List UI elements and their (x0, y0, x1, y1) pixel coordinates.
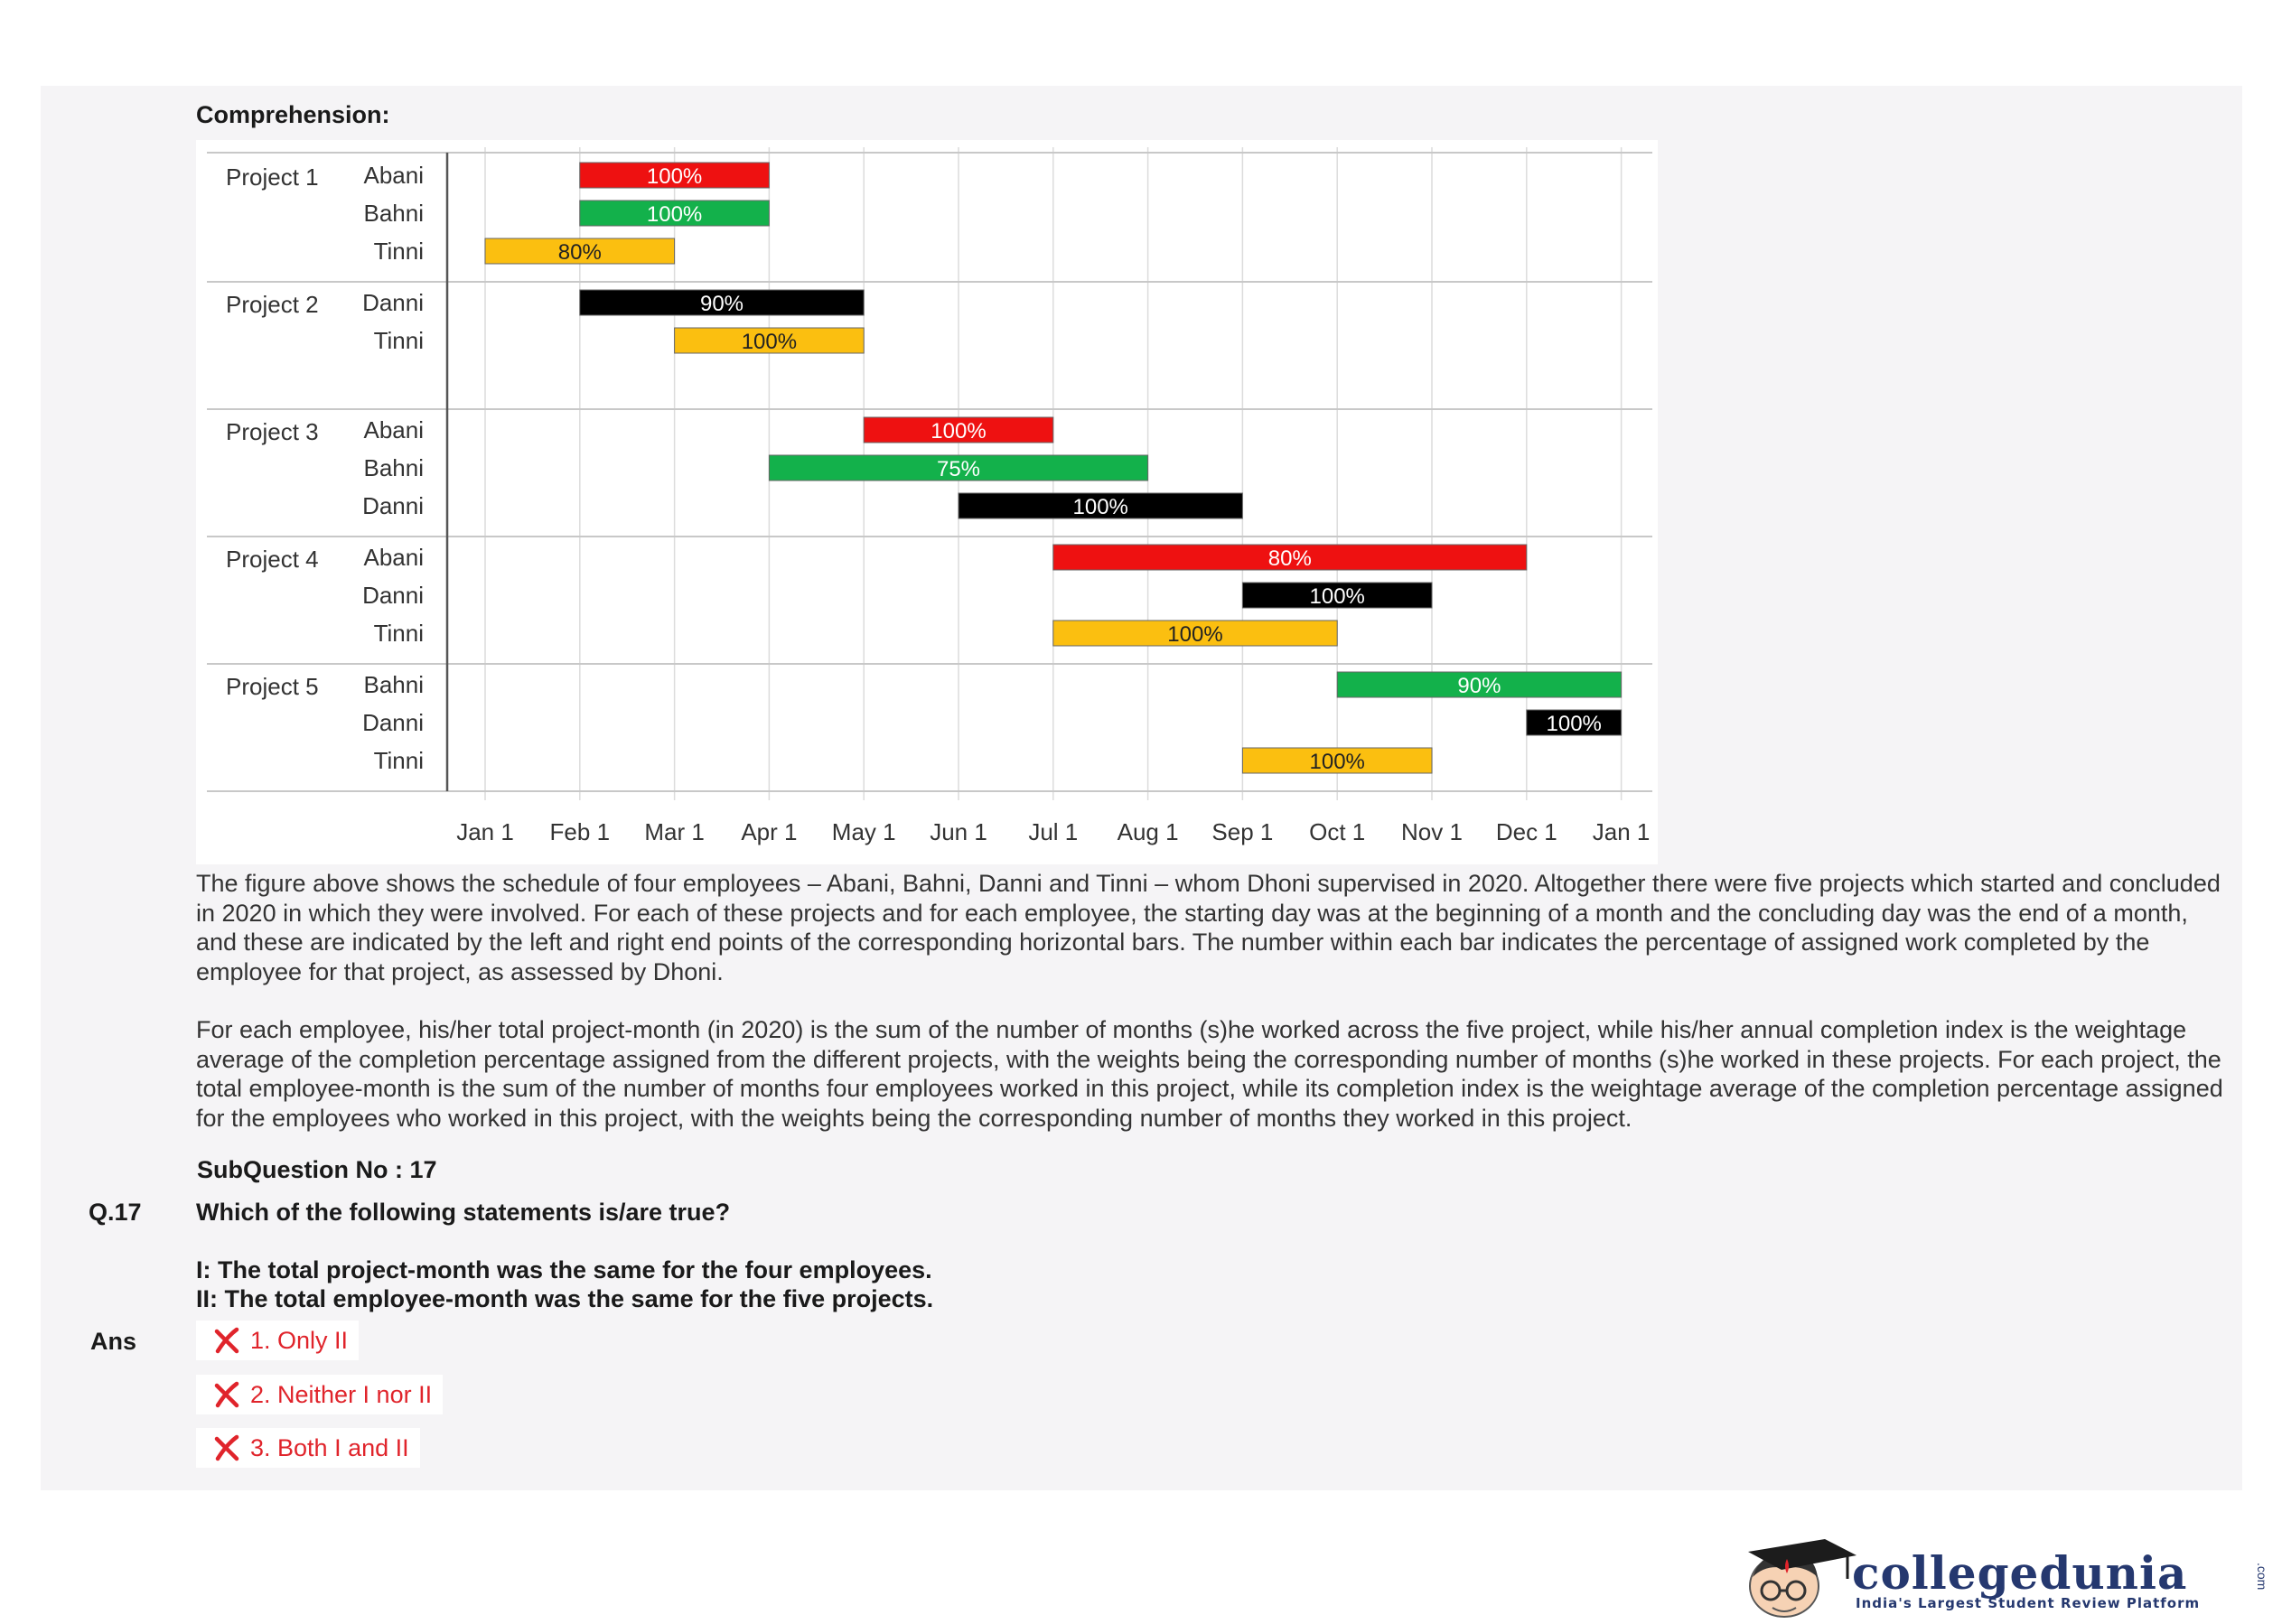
project-label: Project 1 (226, 163, 319, 191)
answer-option-3[interactable] (196, 1428, 420, 1468)
logo-wordmark: collegedunia (1852, 1546, 2188, 1600)
logo-suffix: .com (2255, 1563, 2269, 1591)
definition-paragraph: For each employee, his/her total project-month (in 2020) is the sum of the number of months (s)he worked across the five project, while his/her annual completion index is the weightage average of the completion percentage assigned from the different projects, with the weights being the corresponding number of months (s)he worked in these projects. For each project, the total employee-month is the sum of the number of months four employees worked in this project, while its completion index is the weightage average of the completion percentage assigned for the employees who worked in this project, with the weights being the corresponding number of months they worked in this project. (196, 1016, 2223, 1132)
x-tick-label: Nov 1 (1401, 818, 1463, 845)
bar-value-label: 100% (1167, 622, 1223, 647)
answer-option-label: 2. Neither I nor II (250, 1380, 433, 1408)
question-number: Q.17 (89, 1199, 142, 1226)
statement-one: I: The total project-month was the same for the four employees. (196, 1256, 932, 1283)
bar-value-label: 90% (699, 292, 744, 316)
project-label: Project 4 (226, 546, 319, 573)
bar-value-label: 100% (1546, 712, 1602, 736)
bar-value-label: 100% (931, 419, 987, 443)
x-tick-label: Jul 1 (1028, 818, 1079, 845)
bar-value-label: 100% (1309, 750, 1365, 774)
x-tick-label: Feb 1 (549, 818, 611, 845)
bar-value-label: 80% (1267, 546, 1312, 571)
logo-tagline: India's Largest Student Review Platform (1856, 1595, 2201, 1611)
employee-label: Tinni (373, 620, 424, 647)
bar-value-label: 75% (936, 457, 981, 481)
student-mascot-icon (1748, 1539, 1856, 1617)
employee-label: Abani (363, 544, 424, 571)
subquestion-label: SubQuestion No : 17 (197, 1156, 437, 1183)
wrong-cross-icon (212, 1380, 241, 1409)
employee-label: Danni (362, 289, 424, 316)
employee-label: Tinni (373, 747, 424, 774)
employee-label: Danni (362, 709, 424, 736)
x-tick-label: Aug 1 (1117, 818, 1179, 845)
bar-value-label: 100% (646, 164, 703, 189)
project-label: Project 2 (226, 291, 319, 318)
project-label: Project 3 (226, 418, 319, 445)
wrong-cross-icon (212, 1433, 241, 1462)
gantt-chart (196, 140, 1658, 864)
bar-value-label: 100% (741, 330, 798, 354)
x-tick-label: Jan 1 (1592, 818, 1651, 845)
answer-label: Ans (90, 1328, 137, 1355)
employee-label: Bahni (363, 671, 424, 698)
answer-option-2[interactable] (196, 1375, 443, 1414)
x-tick-label: May 1 (831, 818, 896, 845)
comprehension-label: Comprehension: (196, 101, 390, 128)
employee-label: Danni (362, 492, 424, 519)
bar-value-label: 100% (646, 202, 703, 227)
statement-two: II: The total employee-month was the same for the five projects. (196, 1285, 934, 1312)
x-tick-label: Sep 1 (1211, 818, 1274, 845)
description-paragraph: The figure above shows the schedule of four employees – Abani, Bahni, Danni and Tinni – whom Dhoni supervised in 2020. Altogether there were five projects which started and concluded in 2020 in which they were involved. For each of these projects and for each employee, the starting day was at the beginning of a month and the concluding day was the end of a month, and these are indicated by the left and right end points of the corresponding horizontal bars. The number within each bar indicates the percentage of assigned work completed by the employee for that project, as assessed by Dhoni. (196, 870, 2221, 985)
answer-option-label: 3. Both I and II (250, 1433, 409, 1461)
employee-label: Abani (363, 416, 424, 443)
employee-label: Danni (362, 582, 424, 609)
employee-label: Tinni (373, 238, 424, 265)
bar-value-label: 80% (557, 240, 602, 265)
x-tick-label: Oct 1 (1309, 818, 1366, 845)
employee-label: Tinni (373, 327, 424, 354)
answer-option-1[interactable] (196, 1321, 359, 1360)
employee-label: Abani (363, 162, 424, 189)
wrong-cross-icon (212, 1326, 241, 1355)
x-tick-label: Apr 1 (741, 818, 798, 845)
bar-value-label: 100% (1072, 495, 1128, 519)
employee-label: Bahni (363, 454, 424, 481)
bar-value-label: 100% (1309, 584, 1365, 609)
x-tick-label: Dec 1 (1495, 818, 1557, 845)
x-tick-label: Mar 1 (644, 818, 705, 845)
question-text: Which of the following statements is/are true? (196, 1199, 731, 1226)
project-label: Project 5 (226, 673, 319, 700)
bar-value-label: 90% (1457, 674, 1501, 698)
x-tick-label: Jan 1 (456, 818, 514, 845)
employee-label: Bahni (363, 200, 424, 227)
answer-option-label: 1. Only II (250, 1326, 349, 1354)
x-tick-label: Jun 1 (930, 818, 987, 845)
